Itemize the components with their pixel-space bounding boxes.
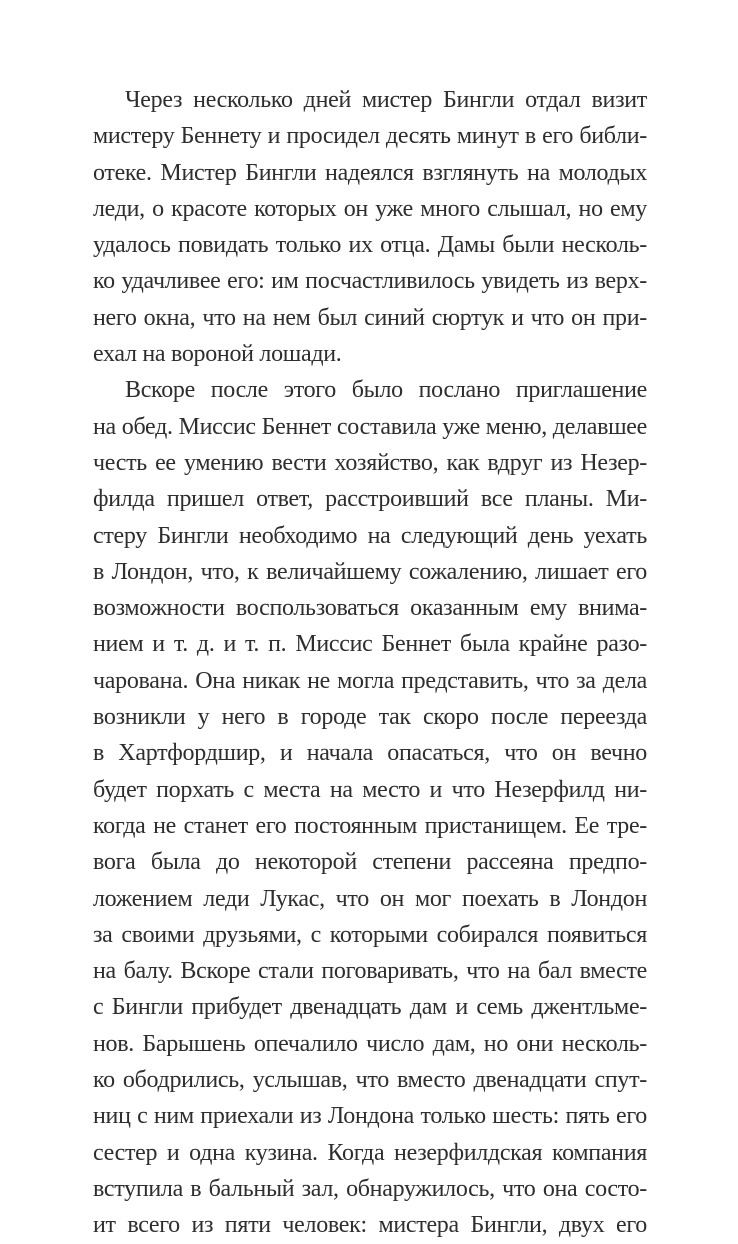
text-line: возможности воспользоваться оказанным ему внима-: [93, 595, 647, 622]
text-line: вога была до некоторой степени рассеяна предпо-: [93, 849, 647, 876]
text-line: честь ее умению вести хозяйство, как вдруг из Незер-: [93, 449, 647, 476]
text-line: ложением леди Лукас, что он мог поехать в Лондон: [93, 885, 647, 912]
text-line: ит всего из пяти человек: мистера Бингли, двух его: [93, 1212, 647, 1239]
text-line: стеру Бингли необходимо на следующий день уехать: [93, 522, 647, 549]
text-line: Вскоре после этого было послано приглашение: [125, 377, 647, 404]
text-line: нием и т. д. и т. п. Миссис Беннет была крайне разо-: [93, 631, 647, 658]
text-line: нов. Барышень опечалило число дам, но они несколь-: [93, 1030, 647, 1057]
text-line: вступила в бальный зал, обнаружилось, что она состо-: [93, 1175, 647, 1202]
text-line: ко удачливее его: им посчастливилось увидеть из верх-: [93, 268, 647, 295]
text-line: отеке. Мистер Бингли надеялся взглянуть на молодых: [93, 159, 647, 186]
text-line: удалось повидать только их отца. Дамы были несколь-: [93, 232, 647, 259]
text-line: с Бингли прибудет двенадцать дам и семь джентльме-: [93, 994, 647, 1021]
text-line: в Лондон, что, к величайшему сожалению, лишает его: [93, 558, 647, 585]
text-line: мистеру Беннету и просидел десять минут в его библи-: [93, 123, 647, 150]
text-line: ниц с ним приехали из Лондона только шесть: пять его: [93, 1103, 647, 1130]
text-line: леди, о красоте которых он уже много слышал, но ему: [93, 195, 647, 222]
text-line: Через несколько дней мистер Бингли отдал визит: [125, 87, 647, 113]
text-line: филда пришел ответ, расстроивший все планы. Ми-: [93, 486, 647, 513]
text-line: ко ободрились, услышав, что вместо двенадцати спут-: [93, 1067, 647, 1094]
text-line: будет порхать с места на место и что Незерфилд ни-: [93, 776, 647, 803]
text-line: него окна, что на нем был синий сюртук и что он при-: [93, 304, 647, 331]
text-line: ехал на вороной лошади.: [93, 341, 342, 368]
text-line: чарована. Она никак не могла представить, что за дела: [93, 667, 647, 694]
text-line: возникли у него в городе так скоро после переезда: [93, 704, 647, 731]
text-line: за своими друзьями, с которыми собирался появиться: [93, 921, 647, 948]
book-page-text: [93, 82, 647, 1244]
text-line: в Хартфордшир, и начала опасаться, что он вечно: [93, 740, 647, 767]
text-line: когда не станет его постоянным пристанищем. Ее тре-: [93, 812, 647, 839]
text-line: на балу. Вскоре стали поговаривать, что на бал вместе: [93, 958, 647, 985]
text-line: на обед. Миссис Беннет составила уже меню, делавшее: [93, 413, 647, 440]
text-line: сестер и одна кузина. Когда незерфилдская компания: [93, 1139, 647, 1166]
